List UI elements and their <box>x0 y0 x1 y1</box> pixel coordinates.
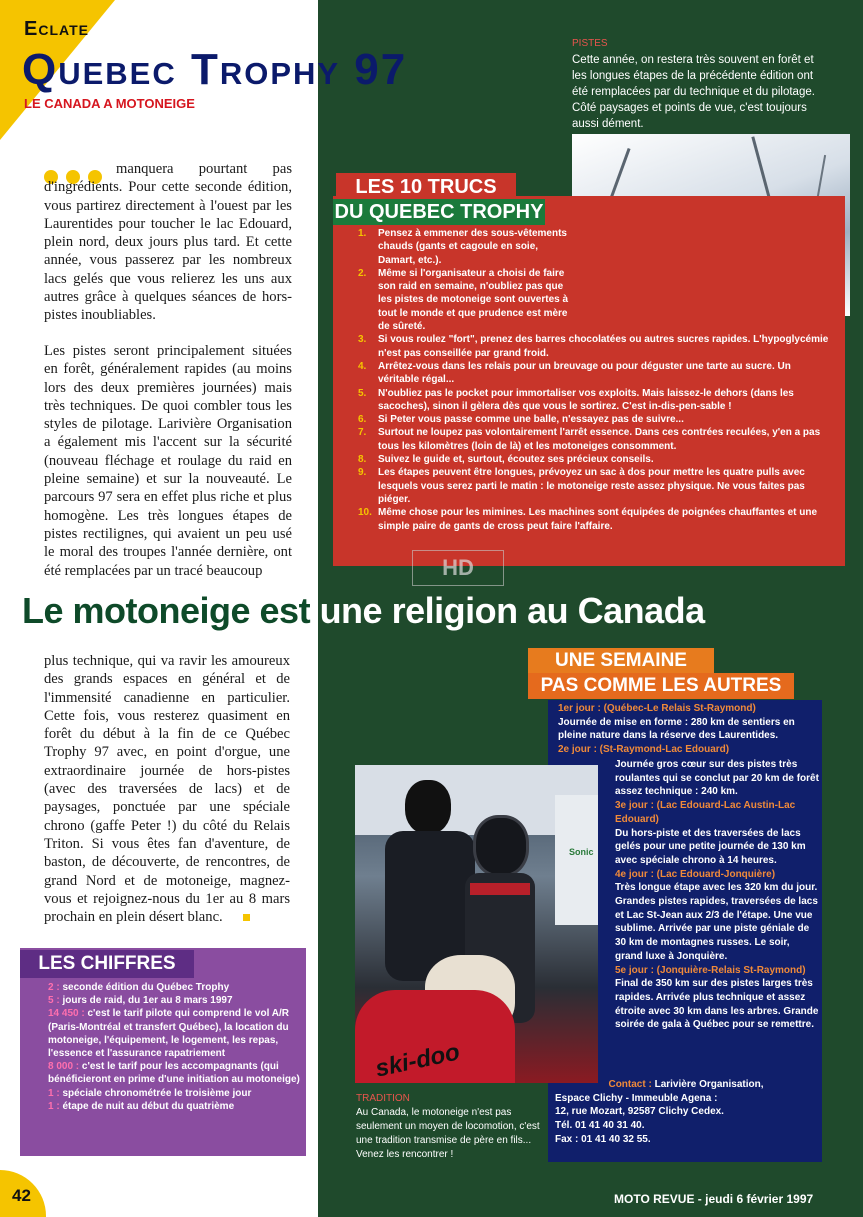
list-item: 2 : seconde édition du Québec Trophy <box>48 982 230 993</box>
rubric-label: Eclate <box>24 18 89 40</box>
list-item: 5 : jours de raid, du 1er au 8 mars 1997 <box>48 995 233 1007</box>
contact-name: Larivière Organisation, <box>654 1079 764 1090</box>
day-text: Journée de mise en forme : 280 km de sentiers en pleine nature dans la réserve des Laurentides. <box>558 716 795 742</box>
article-paragraph-3 <box>44 652 290 926</box>
tradition-caption-label: TRADITION <box>356 1093 410 1104</box>
publication-footer: MOTO REVUE - jeudi 6 février 1997 <box>614 1192 814 1206</box>
list-item: 14 450 : c'est le tarif pilote qui comprend le vol A/R (Paris-Montréal et transfert Québec), la location du motoneige, l'équipement, le logement, les repas, l'essence et l'assurance rapatriement <box>48 1008 289 1060</box>
semaine-days-column <box>615 758 820 1032</box>
tradition-caption-text: Au Canada, le motoneige n'est pas seulement un moyen de locomotion, c'est une tradition transmise de père en fils... Venez les rencontrer ! <box>356 1107 540 1160</box>
snowmobile-riders-photo <box>355 765 598 1083</box>
trucs-title-line1: LES 10 TRUCS <box>336 173 516 201</box>
article-intro-text: manquera pourtant pas d'ingrédients. Pour cette seconde édition, vous partirez directement à l'ouest par les Laurentides pour toucher le lac Edouard, plein nord, deux jours plus tard. Et cette année, vous passerez par les nombreux lacs gelés que vous relierez les uns aux autres grâce à quelques séances de hors-pistes inoubliables. <box>44 161 292 324</box>
semaine-title-line1: UNE SEMAINE <box>528 648 714 674</box>
page-number: 42 <box>12 1186 31 1205</box>
contact-block <box>555 1078 817 1147</box>
list-item: 10. Même chose pour les mimines. Les machines sont équipées de poignées chauffantes et une simple paire de gants de cross peut faire l'affaire. <box>358 507 818 532</box>
list-item: 1. Pensez à emmener des sous-vêtements chauds (gants et cagoule en soie, Damart, etc.). <box>358 228 567 266</box>
headline-part-1: Le motoneige est <box>22 590 320 631</box>
list-item: 8. Suivez le guide et, surtout, écoutez ses précieux conseils. <box>358 454 654 466</box>
semaine-days-top <box>558 702 818 757</box>
day-text: Du hors-piste et des traversées de lacs gelés pour une petite journée de 130 km avec spéciale chrono à 14 heures. <box>615 827 806 866</box>
list-item: 2. Même si l'organisateur a choisi de faire son raid en semaine, n'oubliez pas que les pistes de motoneige sont ouvertes à tout le monde et que prudence est mère de sûreté. <box>358 267 569 333</box>
page-subtitle: LE CANADA A MOTONEIGE <box>24 96 195 111</box>
sled-brand-text: ski-doo <box>373 1038 463 1083</box>
pistes-caption-text: Cette année, on restera très souvent en forêt et les longues étapes de la précédente édition ont été remplacées par du technique et du pilotage. Côté paysages et points de vue, c'est toujours aussi dément. <box>572 54 815 130</box>
contact-line: Espace Clichy - Immeuble Agena : <box>555 1092 718 1104</box>
list-item: 6. Si Peter vous passe comme une balle, n'essayez pas de suivre... <box>358 414 684 426</box>
article-paragraph-3-text: plus technique, qui va ravir les amoureux des grands espaces en général et de l'immensité canadienne en particulier. Cette fois, vous resterez quasiment en forêt du début à la fin de ce Québec Trophy 97 avec, en point d'orgue, une extraordinaire journée de hors-pistes (avec des traversées de lacs) et de paysages, ponctuée par une spéciale chrono (gaffe Peter !) du côté du Relais Triton. Si vous êtes fan d'aventure, de baston, de découverte, de rencontres, de grand Nord et de motoneige, magnez-vous et rejoignez-nous du 1er au 8 mars prochain en plein désert blanc. <box>44 653 290 926</box>
day-text: Final de 350 km sur des pistes larges très rapides. Arrivée plus technique et assez étroite avec 30 km dans les arbres. Grande soirée de gala à Québec pour se remettre. <box>615 978 819 1031</box>
day-heading: 1er jour : (Québec-Le Relais St-Raymond) <box>558 703 756 714</box>
day-heading: 3e jour : (Lac Edouard-Lac Austin-Lac Edouard) <box>615 800 796 825</box>
contact-label: Contact : <box>608 1079 652 1090</box>
page-title: Quebec Trophy 97 <box>22 45 408 94</box>
list-item: 5. N'oubliez pas le pocket pour immortaliser vos exploits. Mais laissez-le dehors (dans les sacoches), sinon il gèlera dès que vous le sortirez. C'est in-dis-pen-sable ! <box>358 387 794 412</box>
list-item: 8 000 : c'est le tarif pour les accompagnants (qui bénéficieront en prime d'une initiation au motoneige) <box>48 1061 300 1086</box>
end-of-article-square <box>243 914 250 921</box>
trucs-list <box>358 227 830 533</box>
day-heading: 4e jour : (Lac Edouard-Jonquière) <box>615 868 776 880</box>
list-item: 4. Arrêtez-vous dans les relais pour un breuvage ou pour déguster une tarte au sucre. Un véritable régal... <box>358 360 791 386</box>
semaine-title-line2: PAS COMME LES AUTRES <box>528 673 794 699</box>
list-item: 3. Si vous roulez "fort", prenez des barres chocolatées ou autres sucres rapides. L'hypoglycémie n'est pas conseillée par grand froid. <box>358 334 829 359</box>
trucs-title-line2: DU QUEBEC TROPHY <box>334 201 544 223</box>
day-heading: 5e jour : (Jonquière-Relais St-Raymond) <box>615 964 806 976</box>
chiffres-title: LES CHIFFRES <box>20 950 194 978</box>
list-item: 9. Les étapes peuvent être longues, prévoyez un sac à dos pour mettre les quatre pulls avec lesquels vous serez parti le matin : le motoneige reste assez physique. Ne vous faites pas piéger. <box>358 467 805 505</box>
headline-part-2: une religion au Canada <box>319 590 705 631</box>
list-item: 1 : spéciale chronométrée le troisième jour <box>48 1087 252 1099</box>
contact-line: Tél. 01 41 40 31 40. <box>555 1120 645 1132</box>
contact-line: Fax : 01 41 40 32 55. <box>555 1133 651 1145</box>
article-headline <box>22 590 705 632</box>
article-intro <box>44 160 292 325</box>
watermark-logo: HD <box>412 550 504 586</box>
article-paragraph-2: Les pistes seront principalement situées en forêt, généralement rapides (au moins lors des deux premières journées) mais très techniques. De quoi combler tous les styles de pilotage. Larivière Organisation a également mis l'accent sur la sécurité (nouveau fléchage et roulage du raid en pleine semaine) et sur la nouveauté. Le parcours 97 sera en effet plus riche et plus homogène. Les très longues étapes de pistes rectilignes, qui avaient un peu usé le moral des troupes l'année dernière, ont été remplacées par un tracé beaucoup <box>44 343 292 579</box>
chiffres-list <box>48 981 304 1113</box>
list-item: 1 : étape de nuit au début du quatrième <box>48 1100 235 1112</box>
day-text: Journée gros cœur sur des pistes très roulantes qui se conclut par 20 km de forêt assez technique : 240 km. <box>615 759 819 798</box>
list-item: 7. Surtout ne loupez pas volontairement l'arrêt essence. Dans ces contrées reculées, y'en a pas tous les kilomètres (loin de là) et les motoneiges consomment. <box>358 427 821 452</box>
day-heading: 2e jour : (St-Raymond-Lac Edouard) <box>558 744 730 756</box>
contact-line: 12, rue Mozart, 92587 Clichy Cedex. <box>555 1106 724 1118</box>
day-text: Très longue étape avec les 320 km du jour. Grandes pistes rapides, traversées de lacs et Lac St-Jean aux 2/3 de l'étape. Une vue sublime. Arrivée par une piste géniale de 30 km de montagnes russes. Le soir, grand luxe à Jonquière. <box>615 882 818 962</box>
pistes-caption-label: PISTES <box>572 38 608 49</box>
sign-text: Sonic <box>569 847 594 857</box>
